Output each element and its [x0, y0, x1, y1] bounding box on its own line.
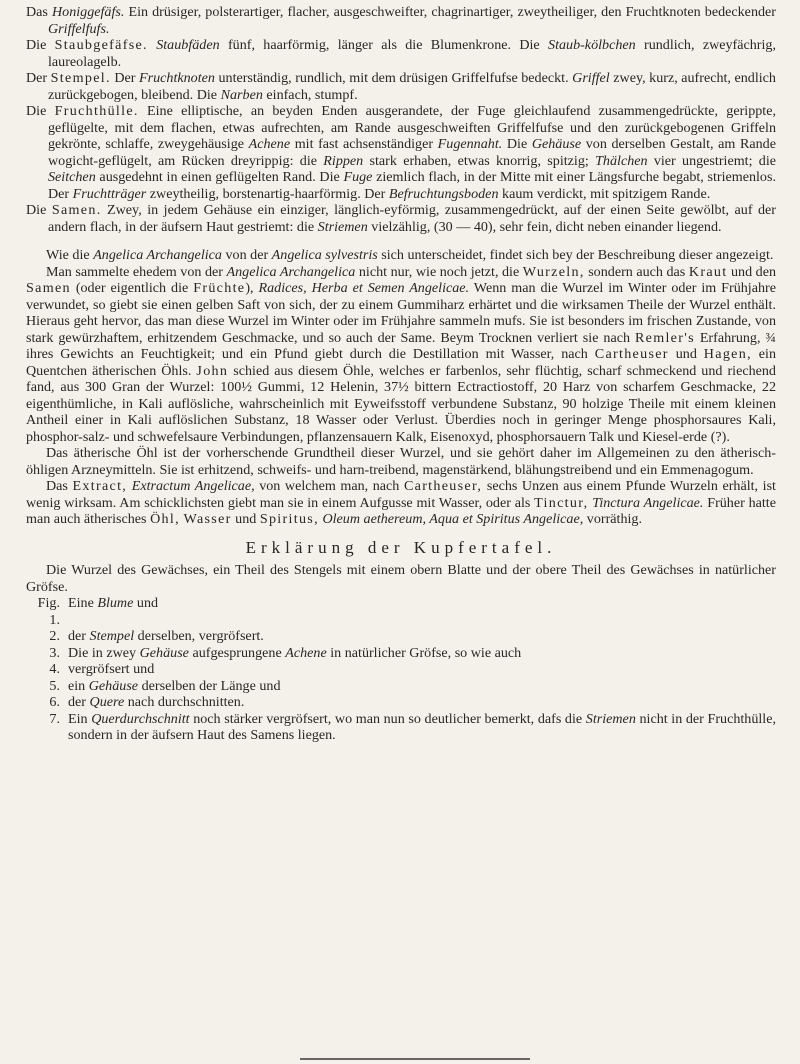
nectary-paragraph: Das Honiggefäfs. Ein drüsiger, polsterartiger, flacher, ausgeschweifter, chagrinartiger, zweytheiliger, den Fruchtknoten bedeckender Griffelfufs.	[26, 4, 776, 37]
usage-paragraph: Man sammelte ehedem von der Angelica Archangelica nicht nur, wie noch jetzt, die Wurzeln, sondern auch das Kraut und den Samen (oder eigentlich die Früchte), Radices, Herba et Semen Angelicae. Wenn man die Wurzel im Winter oder im Frühjahre verwundet, so giebt sie einen gelben Saft von sich, der zu einem Gummiharz erhärtet und die wirksamen Theile der Wurzel enthält. Hieraus geht hervor, das man diese Wurzel im Winter oder im Frühjahre sammeln mufs. Sie ist besonders im frischen Zustande, von stark gewürzhaftem, erhitzendem Geschmacke, und so auch der Same. Beym Trocknen verliert sie nach Remler's Erfahrung, ¾ ihres Gewichts an Feuchtigkeit; und ein Pfund giebt durch die Destillation mit Wasser, nach Cartheuser und Hagen, ein Quentchen ätherischen Öhls. John schied aus diesem Öhle, welches er farbenlos, sehr flüchtig, scharf schmeckend und riechend fand, aus 300 Gran der Wurzel: 100½ Gummi, 12 Helenin, 37½ bittern Ectractiostoff, 20 Harz von scharfem Geschmacke, 22 eigenthümliche, in Kali auflösliche, wahrscheinlich mit Eyweifsstoff verbundene Substanz, 90 holzige Theile mit einem kleinen Antheil einer in Kali auflöslichen Substanz, 18 Wasser oder Verlust. Überdies noch in geringer Menge phosphorsaures Kali, phosphor-salz- und schwefelsaure Verbindungen, pflanzensauern Kalk, Eisenoxyd, phosphorsauern Talk und Kiesel-erde (?).	[26, 263, 777, 445]
figure-item-6: 6. der Quere nach durchschnitten.	[49, 694, 245, 710]
term-pistil: Stempel.	[50, 70, 111, 86]
figure-intro: Die Wurzel des Gewächses, ein Theil des Stengels mit einem obern Blatte und der obere Theil des Gewächses in natürlicher Gröfse.	[26, 562, 776, 595]
figure-item-1: Fig. 1. Eine Blume und	[37, 595, 159, 628]
term-nectary: Honiggefäfs.	[51, 4, 125, 20]
author-hagen: Hagen,	[703, 346, 752, 362]
author-remler: Remler's	[634, 329, 695, 346]
distinction-paragraph: Wie die Angelica Archangelica von der Angelica sylvestris sich unterscheidet, findet sich bey der Beschreibung dieser angezeigt.	[46, 247, 774, 263]
seeds-paragraph: Die Samen. Zwey, in jedem Gehäuse ein einziger, länglich-eyförmig, zusammengedrückt, auf der einen Seite gewölbt, auf der andern flach, in der äufsern Haut gestriemt: die Striemen vielzählig, (30 — 40), sehr fein, dicht neben einander liegend.	[26, 202, 776, 235]
term-stamens: Staubgefäfse.	[54, 37, 148, 53]
figure-item-2: 2. der Stempel derselben, vergröfsert.	[49, 628, 264, 644]
oil-paragraph: Das ätherische Öhl ist der vorherschende Grundtheil dieser Wurzel, und sie gehört daher im Allgemeinen zu den ätherisch-öhligen Arzneymitteln. Sie ist erhitzend, schweifs- und harn-treibend, magenstärkend, blähungstreibend und ein Emmenagogum.	[26, 445, 776, 478]
figure-item-5: 5. ein Gehäuse derselben der Länge und	[49, 677, 281, 694]
figure-item-7: 7. Ein Querdurchschnitt noch stärker vergröfsert, wo man nun so deutlicher bemerkt, dafs die Striemen nicht in der Fruchthülle, sondern in der äufsern Haut des Samens liegen.	[49, 710, 776, 743]
author-cartheuser: Cartheuser	[594, 346, 669, 362]
figure-item-4: 4. vergröfsert und	[49, 661, 155, 677]
page-bottom-rule	[300, 1058, 530, 1060]
plate-explanation-heading: Erklärung der Kupfertafel.	[245, 537, 557, 557]
pistil-paragraph: Der Stempel. Der Fruchtknoten unterständig, rundlich, mit dem drüsigen Griffelfufse bedeckt. Griffel zwey, kurz, aufrecht, endlich zurückgebogen, bleibend. Die Narben einfach, stumpf.	[26, 70, 776, 103]
stamens-paragraph: Die Staubgefäfse. Staubfäden fünf, haarförmig, länger als die Blumenkrone. Die Staub-kölbchen rundlich, zweyfächrig, laureolagelb.	[26, 37, 776, 70]
figure-legend	[26, 562, 776, 744]
term-fruit: Fruchthülle.	[54, 103, 139, 119]
term-seeds: Samen.	[51, 202, 102, 218]
figure-item-3: 3. Die in zwey Gehäuse aufgesprungene Achene in natürlicher Gröfse, so wie auch	[49, 644, 522, 661]
fruit-paragraph: Die Fruchthülle. Eine elliptische, an beyden Enden ausgerandete, der Fuge gleichlaufend zusammengedrückte, gerippte, geflügelte, mit dem flachen, etwas aufrechten, am Rande ausgeschweiften Griffelfufse und den zurückgebogenen Griffeln gekrönte, schlaffe, zweygehäusige Achene mit fast achsenständiger Fugennaht. Die Gehäuse von derselben Gestalt, am Rande wogicht-geflügelt, am Rücken dreyrippig: die Rippen stark erhaben, etwas knorrig, spitzig; Thälchen vier ungestriemt; die Seitchen ausgedehnt in einen geflügelten Rand. Die Fuge ziemlich flach, in der Mitte mit einer Längsfurche begabt, striemenlos. Der Fruchtträger zweytheilig, borstenartig-haarförmig. Der Befruchtungsboden kaum verdickt, mit spitzigem Rande.	[26, 103, 777, 202]
extract-paragraph: Das Extract, Extractum Angelicae, von welchem man, nach Cartheuser, sechs Unzen aus einem Pfunde Wurzeln erhält, ist wenig wirksam. Am schicklichsten giebt man sie in einem Aufgusse mit Wasser, oder als Tinctur, Tinctura Angelicae. Früher hatte man auch ätherisches Öhl, Wasser und Spiritus, Oleum aethereum, Aqua et Spiritus Angelicae, vorräthig.	[26, 478, 776, 527]
term-style-base: Griffelfufs.	[48, 20, 110, 37]
author-john: John	[196, 362, 229, 379]
